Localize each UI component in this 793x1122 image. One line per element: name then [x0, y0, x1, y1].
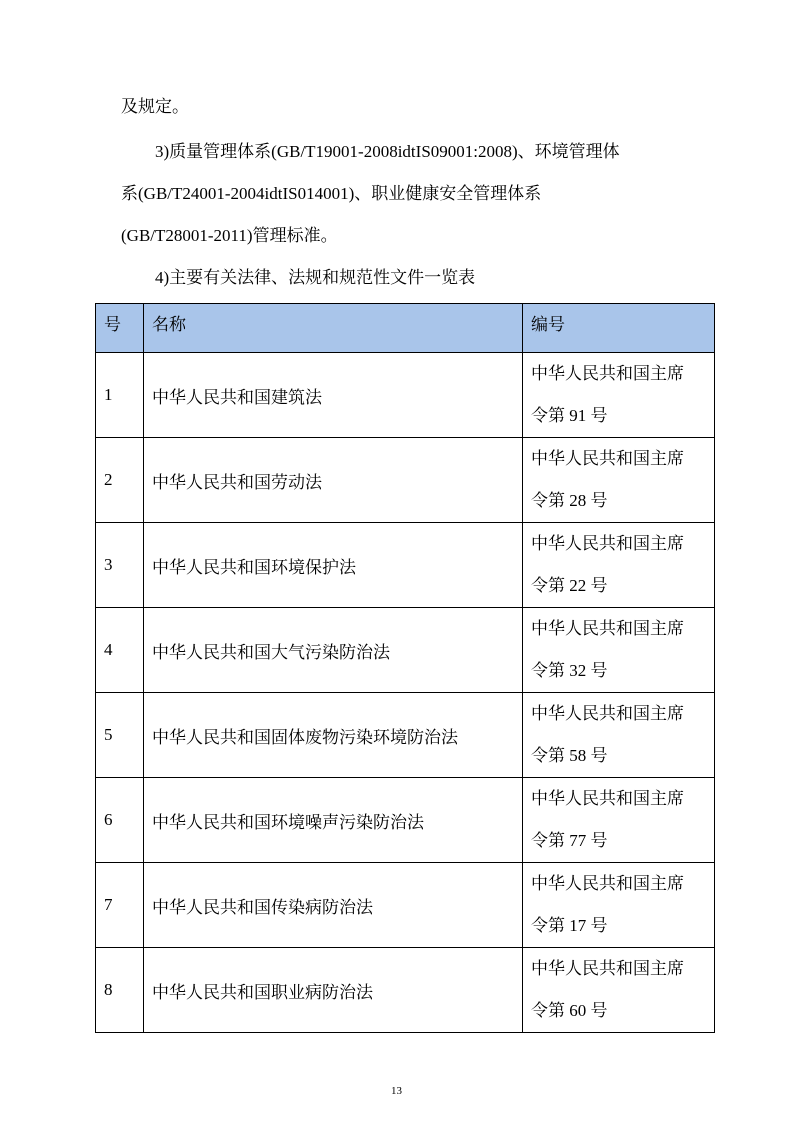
cell-code-line2: 令第 77 号 — [531, 831, 608, 850]
cell-name: 中华人民共和国职业病防治法 — [144, 948, 523, 1033]
cell-code-line2: 令第 91 号 — [531, 406, 608, 425]
cell-name: 中华人民共和国固体废物污染环境防治法 — [144, 693, 523, 778]
cell-code-line1: 中华人民共和国主席 — [531, 704, 684, 723]
cell-code-line1: 中华人民共和国主席 — [531, 449, 684, 468]
paragraph-line: 3)质量管理体系(GB/T19001-2008idtIS09001:2008)、环境管理体 — [155, 142, 620, 161]
cell-code — [523, 353, 715, 438]
cell-code — [523, 948, 715, 1033]
cell-code-line2: 令第 22 号 — [531, 576, 608, 595]
cell-no: 3 — [96, 523, 144, 608]
table-caption: 4)主要有关法律、法规和规范性文件一览表 — [155, 268, 476, 287]
cell-code-line1: 中华人民共和国主席 — [531, 874, 684, 893]
cell-no: 4 — [96, 608, 144, 693]
cell-name: 中华人民共和国建筑法 — [144, 353, 523, 438]
cell-code-line2: 令第 17 号 — [531, 916, 608, 935]
cell-code-line2: 令第 32 号 — [531, 661, 608, 680]
table-row — [96, 778, 715, 863]
table-row — [96, 353, 715, 438]
cell-code-line2: 令第 60 号 — [531, 1001, 608, 1020]
table-row — [96, 608, 715, 693]
cell-code — [523, 523, 715, 608]
header-code: 编号 — [523, 304, 715, 353]
cell-no: 5 — [96, 693, 144, 778]
cell-code — [523, 608, 715, 693]
cell-code-line1: 中华人民共和国主席 — [531, 959, 684, 978]
cell-code — [523, 438, 715, 523]
laws-table — [95, 303, 715, 1033]
cell-name: 中华人民共和国大气污染防治法 — [144, 608, 523, 693]
cell-code-line1: 中华人民共和国主席 — [531, 534, 684, 553]
paragraph-line: 系(GB/T24001-2004idtIS014001)、职业健康安全管理体系 — [121, 184, 542, 203]
header-no: 号 — [96, 304, 144, 353]
cell-code-line2: 令第 58 号 — [531, 746, 608, 765]
cell-name: 中华人民共和国传染病防治法 — [144, 863, 523, 948]
cell-name: 中华人民共和国环境保护法 — [144, 523, 523, 608]
table-header-row — [96, 304, 715, 353]
cell-no: 2 — [96, 438, 144, 523]
cell-no: 8 — [96, 948, 144, 1033]
cell-no: 7 — [96, 863, 144, 948]
table-row — [96, 523, 715, 608]
cell-name: 中华人民共和国劳动法 — [144, 438, 523, 523]
cell-code — [523, 778, 715, 863]
cell-code-line1: 中华人民共和国主席 — [531, 364, 684, 383]
page-number: 13 — [391, 1085, 402, 1097]
table-row — [96, 438, 715, 523]
cell-no: 1 — [96, 353, 144, 438]
cell-code — [523, 863, 715, 948]
table-row — [96, 863, 715, 948]
paragraph-line: (GB/T28001-2011)管理标准。 — [121, 226, 338, 245]
cell-code-line1: 中华人民共和国主席 — [531, 789, 684, 808]
cell-code-line2: 令第 28 号 — [531, 491, 608, 510]
table-row — [96, 693, 715, 778]
cell-name: 中华人民共和国环境噪声污染防治法 — [144, 778, 523, 863]
cell-code-line1: 中华人民共和国主席 — [531, 619, 684, 638]
paragraph-line: 及规定。 — [121, 97, 189, 116]
cell-code — [523, 693, 715, 778]
table-row — [96, 948, 715, 1033]
cell-no: 6 — [96, 778, 144, 863]
header-name: 名称 — [144, 304, 523, 353]
